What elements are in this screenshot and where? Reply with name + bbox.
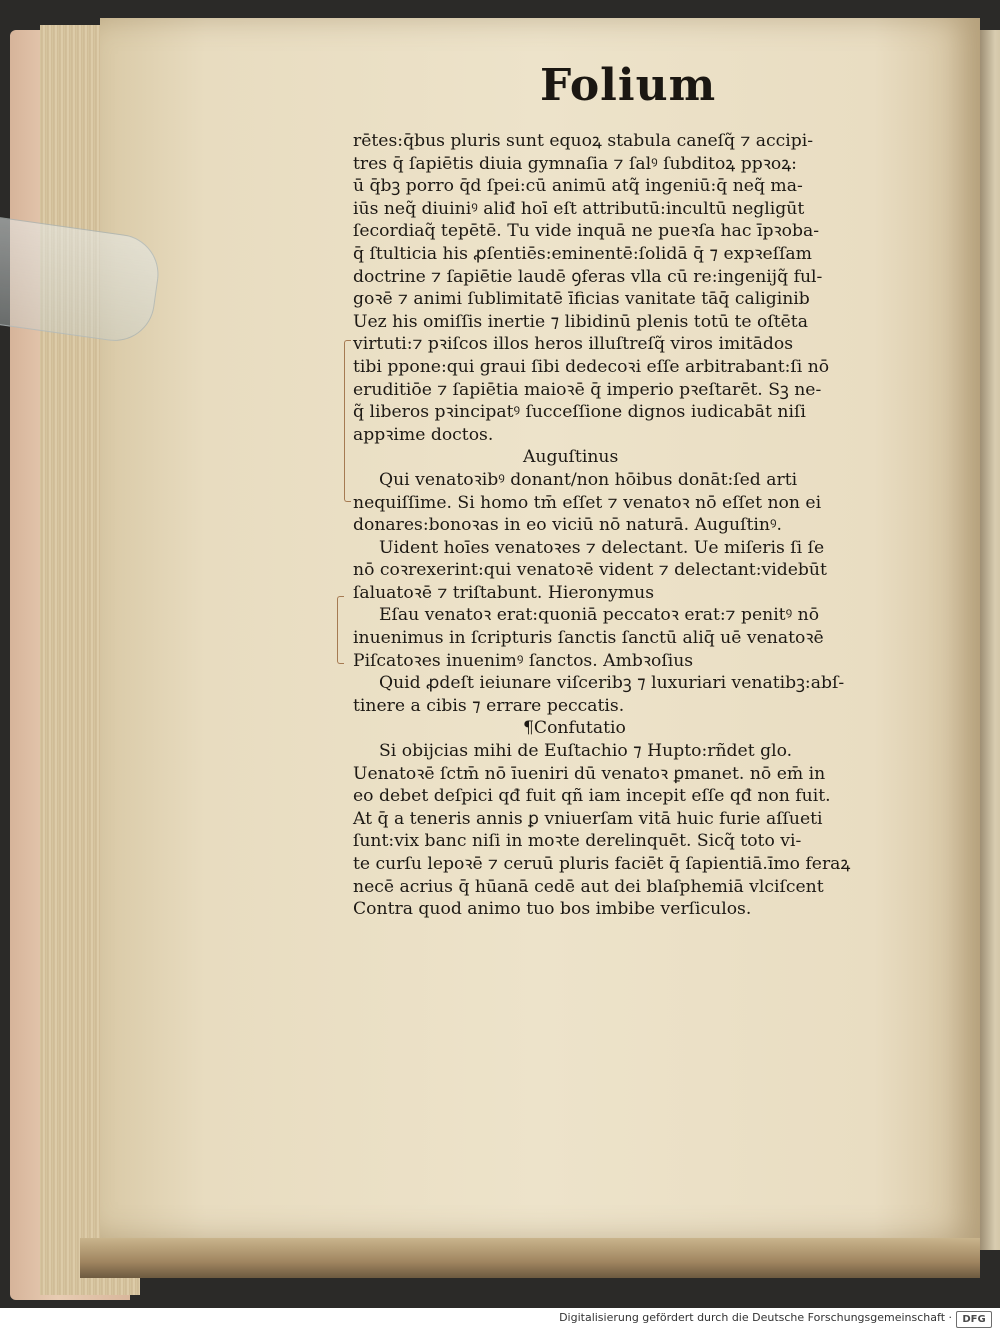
text-line: ū q̄bꝫ porro q̄d ſpei:cū animū atq̃ ingeniū:q̄ neq̃ ma- — [353, 176, 803, 197]
text-line: tinere a cibis ⁊ errare peccatis. — [353, 695, 625, 716]
text-line: goꝛē ⁊ animi ſublimitatē īficias vanitate tāq̄ caliginib — [353, 289, 810, 310]
text-line: donares:bonoꝛas in eo viciū nō naturā. Auguſtinꝰ. — [353, 515, 782, 536]
dfg-logo: DFG — [956, 1311, 992, 1328]
text-line: tres q̄ ſapiētis diuia gymnaſia ⁊ ſalꝰ ſubditoꝝ ppꝛoꝝ: — [353, 153, 797, 174]
text-line: Contra quod animo tuo bos imbibe verſiculos. — [353, 899, 752, 920]
margin-bracket — [337, 596, 344, 664]
text-line: At q̄ a teneris annis ꝑ vniuerſam vitā huic furie aſſueti — [353, 808, 823, 829]
text-line: Si obijcias mihi de Euſtachio ⁊ Hupto:rñdet glo. — [379, 741, 793, 762]
text-line: inuenimus in ſcripturis ſanctis ſanctū aliq̄ uē venatoꝛē — [353, 628, 824, 649]
footer-credit: Digitalisierung gefördert durch die Deutsche Forschungsgemeinschaft · — [559, 1311, 952, 1324]
text-line: Quid ꝓdeſt ieiunare viſceribꝫ ⁊ luxuriari venatibꝫ:abſ- — [379, 673, 845, 694]
text-line: Qui venatoꝛibꝰ donant/non hōibus donāt:ſed arti — [379, 469, 798, 490]
text-line: ſunt:vix banc niſi in moꝛte derelinquēt. Sicq̃ toto vi- — [353, 831, 802, 852]
text-line: Uez his omiſſis inertie ⁊ libidinū plenis totū te oſtēta — [353, 311, 808, 332]
footer-bar — [0, 1308, 1000, 1330]
text-line: virtuti:⁊ pꝛiſcos illos heros illuſtreſq̃ viros imitādos — [353, 334, 794, 355]
text-line: doctrine ⁊ ſapiētie laudē ꝯferas vlla cū re:ingenijq̃ ful- — [353, 266, 823, 287]
text-line: Uident hoīes venatoꝛes ⁊ delectant. Ue miſeris ſi ſe — [379, 537, 825, 558]
text-line: rētes:q̄bus pluris sunt equoꝝ stabula caneſq̃ ⁊ accipi- — [353, 131, 814, 151]
text-line: Auguſtinus — [523, 447, 619, 468]
text-line: nequiſſime. Si homo tm̄ eſſet ⁊ venatoꝛ nō eſſet non ei — [353, 492, 822, 513]
text-line: appꝛime doctos. — [353, 424, 494, 445]
text-line: ¶Confutatio — [523, 718, 626, 739]
page-bottom-edge — [80, 1238, 980, 1278]
margin-bracket — [344, 340, 351, 502]
text-line: ſecordiaq̃ tepētē. Tu vide inquā ne pueꝛſa hac īpꝛoba- — [353, 221, 820, 242]
text-line: Piſcatoꝛes inuenimꝰ ſanctos. Ambꝛoſius — [353, 650, 694, 671]
page-heading: Folium — [540, 60, 717, 111]
text-line: Eſau venatoꝛ erat:quoniā peccatoꝛ erat:⁊ penitꝰ nō — [379, 605, 820, 626]
text-line: eo debet deſpici qđ fuit qñ iam incepit eſſe qđ non fuit. — [353, 786, 831, 807]
text-line: nō coꝛrexerint:qui venatoꝛē vident ⁊ delectant:videbūt — [353, 560, 827, 581]
text-line: q̃ liberos pꝛincipatꝰ ſucceſſione dignos iudicabāt niſi — [353, 402, 806, 423]
text-line: tibi ppone:qui graui ſibi dedecoꝛi eſſe arbitrabant:ſi nō — [353, 356, 830, 377]
text-block — [353, 130, 903, 921]
text-line: Uenatoꝛē ſctm̄ nō īueniri dū venatoꝛ ꝑmanet. nō em̄ in — [353, 763, 826, 784]
text-line: q̄ ſtulticia his ꝓſentiēs:eminentē:ſolidā q̄ ⁊ expꝛeſſam — [353, 243, 812, 264]
text-line: iūs neq̃ diuiniꝰ aliđ hoī eſt attributū:incultū negligūt — [353, 198, 805, 219]
text-line: ſaluatoꝛē ⁊ triſtabunt. Hieronymus — [353, 582, 655, 603]
text-line: necē acrius q̄ hūanā cedē aut dei blaſphemiā vlciſcent — [353, 876, 824, 897]
text-line: te curſu lepoꝛē ⁊ ceruū pluris faciēt q̄ ſapientiā.īmo feraꝝ — [353, 854, 851, 874]
text-line: eruditiōe ⁊ ſapiētia maioꝛē q̄ imperio pꝛeſtarēt. Sꝫ ne- — [353, 379, 822, 400]
